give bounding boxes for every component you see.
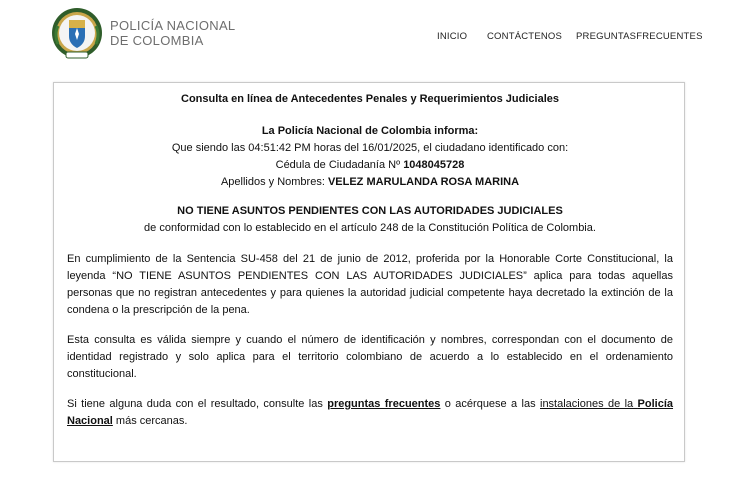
- site-header: [0, 0, 738, 70]
- help-text-c: más cercanas.: [112, 415, 188, 427]
- nav-inicio[interactable]: INICIO: [437, 31, 468, 42]
- result-title: Consulta en línea de Antecedentes Penales y Requerimientos Judiciales: [181, 93, 559, 105]
- informs-heading: La Policía Nacional de Colombia informa:: [261, 125, 479, 137]
- name-line: [54, 176, 686, 188]
- query-time-line: Que siendo las 04:51:42 PM horas del 16/01/2025, el ciudadano identificado con:: [171, 142, 569, 154]
- help-text-b: o acérquese a las: [440, 398, 540, 410]
- facilities-link-bold: Policía Nacional: [67, 398, 674, 427]
- brand-line-2: DE COLOMBIA: [110, 33, 204, 48]
- legal-paragraph-1: En cumplimiento de la Sentencia SU-458 del 21 de junio de 2012, proferida por la Honorable Corte Constitucional, la leyenda “NO TIENE ASUNTOS PENDIENTES CON LAS AUTORIDADES JUDICIALES” aplica para todas aquellas personas que no registran antecedentes y para quienes la autoridad judicial competente haya decretado la extinción de la condena o la prescripción de la pena.: [67, 253, 673, 316]
- facilities-link-text: instalaciones de la: [540, 398, 638, 410]
- id-label: Cédula de Ciudadanía Nº: [275, 159, 404, 171]
- status-result: NO TIENE ASUNTOS PENDIENTES CON LAS AUTORIDADES JUDICIALES: [177, 205, 563, 217]
- legal-paragraph-2: Esta consulta es válida siempre y cuando el número de identificación y nombres, correspondan con el documento de identidad registrado y solo aplica para el territorio colombiano de acuerdo a lo establecido en el ordenamiento constitucional.: [67, 334, 673, 380]
- id-number: 1048045728: [403, 159, 465, 171]
- police-shield-emblem-icon[interactable]: [50, 6, 104, 62]
- brand-name: [110, 18, 235, 48]
- result-card: [53, 82, 685, 462]
- help-paragraph: [67, 396, 673, 430]
- brand-line-1: POLICÍA NACIONAL: [110, 18, 236, 33]
- nav-preguntas-frecuentes[interactable]: PREGUNTASFRECUENTES: [576, 31, 703, 42]
- id-line: [54, 159, 686, 171]
- help-text-a: Si tiene alguna duda con el resultado, consulte las: [67, 398, 328, 410]
- nav-contactenos[interactable]: CONTÁCTENOS: [487, 31, 563, 42]
- name-label: Apellidos y Nombres:: [220, 176, 328, 188]
- name-value: VELEZ MARULANDA ROSA MARINA: [327, 176, 520, 188]
- faq-link[interactable]: preguntas frecuentes: [327, 398, 441, 410]
- status-note: de conformidad con lo establecido en el artículo 248 de la Constitución Política de Colombia.: [144, 222, 596, 234]
